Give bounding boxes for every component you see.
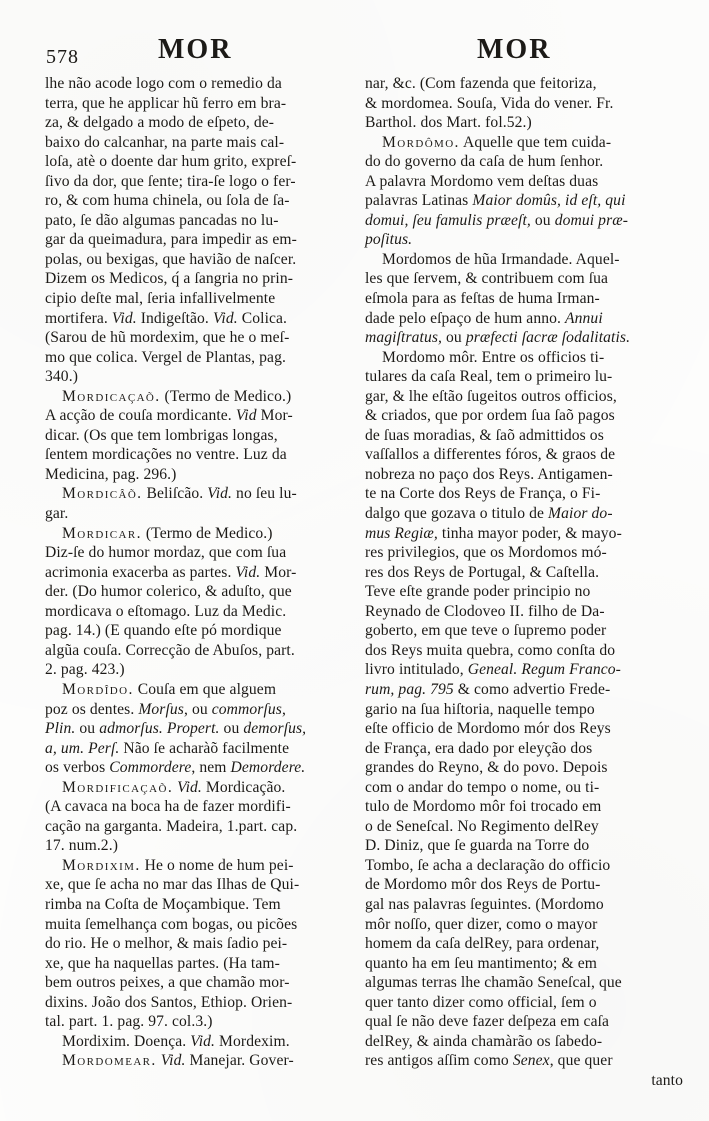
text-line — [365, 289, 687, 309]
text-run: pag. 14.) (E quando eſte pó mordique — [45, 622, 282, 640]
text-line — [365, 74, 687, 94]
text-line — [45, 739, 357, 759]
text-run: eſmola para as feſtas de huma Irman- — [365, 290, 600, 308]
text-line — [45, 211, 357, 231]
text-run: a, um. Perſ. — [45, 739, 120, 757]
text-run: cação na garganta. Madeira, 1.part. cap. — [45, 817, 298, 835]
text-run: quer tanto dizer como official, ſem o — [365, 993, 597, 1011]
text-line — [365, 1051, 687, 1071]
text-line — [45, 934, 357, 954]
text-run: Vid. — [235, 563, 261, 581]
text-line — [45, 797, 357, 817]
text-line — [365, 1032, 687, 1052]
text-run: 340.) — [45, 368, 78, 386]
text-line — [45, 915, 357, 935]
text-run: gar, & lhe eſtão ſugeitos outros officios, — [365, 387, 617, 405]
text-run: dalgo que gozava o titulo de — [365, 505, 549, 523]
text-line — [45, 465, 357, 485]
text-run: Senex — [512, 1052, 550, 1070]
text-line — [45, 836, 357, 856]
text-line — [365, 778, 687, 798]
text-line — [365, 504, 687, 524]
text-line — [45, 719, 357, 739]
text-run: res antigos aſſim como — [365, 1052, 513, 1070]
text-line — [45, 113, 357, 133]
text-line — [45, 758, 357, 778]
text-run: Não ſe acharàõ facilmente — [119, 739, 290, 757]
text-run: (Sarou de hũ mordexim, que he o meſ- — [45, 329, 290, 347]
text-run: Beliſcão. — [142, 485, 208, 503]
text-run: vaſſallos a differentes fóros, & graos de — [365, 446, 616, 464]
text-line — [365, 758, 687, 778]
text-run: magiſtratus, — [365, 329, 443, 347]
text-line — [45, 133, 357, 153]
text-line — [365, 172, 687, 192]
entry-headword: Mordificaçaõ. — [62, 778, 174, 796]
entry-headword: Mordomear. — [62, 1052, 157, 1070]
text-run: acrimonia exacerba as partes. — [45, 563, 236, 581]
text-line — [45, 230, 357, 250]
text-run: Mordicação. — [201, 778, 286, 796]
text-line — [45, 582, 357, 602]
text-run: xe, que ha naquellas partes. (Ha tam- — [45, 954, 280, 972]
text-line — [365, 484, 687, 504]
text-line — [365, 915, 687, 935]
text-run: Teve eſte grande poder principio no — [365, 583, 591, 601]
text-run: quanto ha em ſeu mantimento; & em — [365, 954, 597, 972]
page-number: 578 — [46, 46, 79, 68]
text-line — [45, 543, 357, 563]
text-run: Vid. — [111, 309, 137, 327]
text-line — [45, 856, 357, 876]
text-run: gario na ſua hiſtoria, naquelle tempo — [365, 700, 595, 718]
text-run: tulo de Mordomo môr foi trocado em — [365, 798, 602, 816]
text-line — [45, 954, 357, 974]
text-line — [365, 954, 687, 974]
text-line — [45, 387, 357, 407]
text-run: muita ſemelhança com bogas, ou picões — [45, 915, 298, 933]
text-line — [365, 445, 687, 465]
text-run: Aquelle que tem cuida- — [459, 133, 612, 151]
text-run: poſitus. — [365, 231, 413, 249]
text-line — [45, 641, 357, 661]
text-line — [45, 328, 357, 348]
text-run: Vid. — [190, 1032, 216, 1050]
text-line — [365, 94, 687, 114]
text-line — [365, 563, 687, 583]
text-run: grandes do Reyno, & do povo. Depois — [365, 759, 608, 777]
text-line — [45, 524, 357, 544]
text-run: mo que colica. Vergel de Plantas, pag. — [45, 348, 286, 366]
text-run: Commordere — [109, 759, 192, 777]
text-line — [365, 543, 687, 563]
text-line — [45, 817, 357, 837]
text-run: o de Seneſcal. No Regimento delRey — [365, 817, 599, 835]
text-run: dos Reys muita quebra, como conſta do — [365, 641, 616, 659]
text-line — [45, 94, 357, 114]
text-run: demorſus, — [243, 720, 307, 738]
text-run: no ſeu lu- — [232, 485, 297, 503]
text-columns — [45, 74, 687, 1090]
column-left — [45, 74, 357, 1090]
text-line — [45, 895, 357, 915]
text-line — [365, 524, 687, 544]
text-line — [45, 1012, 357, 1032]
text-run: ſivo da dor, que ſente; tira-ſe logo o fer- — [45, 172, 296, 190]
text-run: za, & delgado a modo de eſpeto, de- — [45, 114, 275, 132]
text-line — [365, 309, 687, 329]
text-run: præfecti ſacræ ſodalitatis. — [465, 329, 631, 347]
text-run: poz os dentes. — [45, 700, 139, 718]
text-line — [45, 367, 357, 387]
text-run: môr noſſo, quer dizer, como o mayor — [365, 915, 598, 933]
text-line — [45, 191, 357, 211]
text-line — [365, 348, 687, 368]
text-line — [365, 875, 687, 895]
text-run: Morſus — [138, 700, 184, 718]
text-run: A palavra Mordomo vem deſtas duas — [365, 172, 599, 190]
text-run: Mordomo môr. Entre os officios ti- — [382, 348, 605, 366]
text-run: gal nas palavras ſeguintes. (Mordomo — [365, 895, 604, 913]
text-run: , — [281, 700, 286, 718]
text-run: algumas terras lhe chamão Seneſcal, que — [365, 974, 622, 992]
text-line — [365, 797, 687, 817]
text-run: mus Regiæ, — [365, 524, 438, 542]
text-line — [365, 934, 687, 954]
text-line — [45, 152, 357, 172]
text-run: D. Diniz, que ſe guarda na Torre do — [365, 837, 590, 855]
text-line — [365, 406, 687, 426]
text-run: Maior domûs, id eſt, qui — [472, 192, 626, 210]
text-run: tal. part. 1. pag. 97. col.3.) — [45, 1013, 213, 1031]
text-line — [45, 426, 357, 446]
running-title-right: MOR — [477, 34, 552, 65]
text-run: terra, que he applicar hũ ferro em bra- — [45, 94, 287, 112]
entry-headword: Mordîdo. — [62, 680, 134, 698]
text-run: baixo do calcanhar, na parte mais cal- — [45, 133, 285, 151]
text-run: do do governo da caſa de hum ſenhor. — [365, 153, 604, 171]
text-line — [365, 426, 687, 446]
text-line — [365, 152, 687, 172]
text-line — [365, 582, 687, 602]
text-run: tanto — [651, 1071, 683, 1089]
text-run: & como advertio Frede- — [453, 680, 611, 698]
text-run: nar, &c. (Com fazenda que feitoriza, — [365, 75, 597, 92]
text-run: Plin. — [45, 720, 76, 738]
text-line — [45, 504, 357, 524]
text-run: livro intitulado, — [365, 661, 468, 679]
text-line — [365, 367, 687, 387]
text-line — [365, 328, 687, 348]
text-run: tinha mayor poder, & mayo- — [437, 524, 622, 542]
text-run: Dizem os Medicos, q́ a ſangria no prin- — [45, 270, 294, 288]
text-run: Indigeſtão. — [136, 309, 213, 327]
text-run: bem outros peixes, a que chamão mor- — [45, 974, 290, 992]
text-run: Vid. — [207, 485, 233, 503]
text-line — [45, 172, 357, 192]
text-run: algũa couſa. Correcção de Abuſos, part. — [45, 641, 295, 659]
text-run: Mor- — [256, 407, 293, 425]
text-run: dixins. João dos Santos, Ethiop. Orien- — [45, 993, 293, 1011]
text-run: gar da queimadura, para impedir as em- — [45, 231, 297, 249]
text-run: eſte officio de Mordomo mór dos Reys — [365, 720, 611, 738]
text-run: dade pelo eſpaço de hum anno. — [365, 309, 566, 327]
text-run: ou — [442, 329, 466, 347]
text-line — [365, 993, 687, 1013]
text-run: gar. — [45, 505, 69, 523]
text-line — [45, 484, 357, 504]
text-run: 17. num.2.) — [45, 837, 119, 855]
text-run: He o nome de hum pei- — [140, 856, 294, 874]
text-run: , nem — [191, 759, 231, 777]
text-line — [365, 973, 687, 993]
text-line — [365, 230, 687, 250]
text-run: Mor- — [260, 563, 297, 581]
text-run: polas, ou bexigas, que havião de naſcer. — [45, 250, 297, 268]
text-line — [45, 406, 357, 426]
text-run: Maior do- — [548, 505, 613, 523]
text-run: Mordixim. Doença. — [62, 1032, 191, 1050]
text-run: res dos Reys de Portugal, & Caſtella. — [365, 563, 600, 581]
text-run: lhe não acode logo com o remedio da — [45, 75, 282, 92]
text-run: tulares da caſa Real, tem o primeiro lu- — [365, 368, 613, 386]
text-line — [365, 1012, 687, 1032]
text-line — [45, 680, 357, 700]
text-run: loſa, atè o doente dar hum grito, expreſ- — [45, 153, 297, 171]
text-line — [45, 993, 357, 1013]
text-line — [45, 563, 357, 583]
text-run: A acção de couſa mordicante. — [45, 407, 236, 425]
text-run: Vid. — [160, 1052, 186, 1070]
text-line — [365, 700, 687, 720]
text-run: de ſuas moradias, & ſaõ admittidos os — [365, 426, 604, 444]
text-line — [365, 660, 687, 680]
text-line — [45, 660, 357, 680]
text-line — [45, 445, 357, 465]
text-run: Mordexim. — [215, 1032, 290, 1050]
text-run: palavras Latinas — [365, 192, 473, 210]
text-line — [365, 250, 687, 270]
text-run: qual ſe não deve fazer deſpeza em caſa — [365, 1013, 610, 1031]
text-run: Vid. — [177, 778, 202, 796]
text-run: admorſus. Propert. — [99, 720, 220, 738]
text-run: Couſa em que alguem — [133, 680, 277, 698]
text-run: (A cavaca na boca ha de fazer mordifi- — [45, 798, 291, 816]
text-run: mordicava o eſtomago. Luz da Medic. — [45, 602, 287, 620]
text-run: Diz-ſe do humor mordaz, que com ſua — [45, 544, 287, 562]
text-line — [45, 289, 357, 309]
text-line — [365, 836, 687, 856]
text-run: cipio deſte mal, ſeria infallivelmente — [45, 290, 276, 308]
text-run: , ou — [183, 700, 212, 718]
text-run: ou — [219, 720, 244, 738]
text-line — [45, 250, 357, 270]
entry-headword: Mordicar. — [62, 524, 142, 542]
text-run: pato, ſe dão algumas pancadas no lu- — [45, 211, 279, 229]
text-run: (Termo de Medico.) — [160, 387, 292, 405]
text-run: Manejar. Gover- — [185, 1052, 294, 1070]
text-run: Geneal. Regum Franco- — [467, 661, 621, 679]
text-line — [365, 739, 687, 759]
text-run: Tombo, ſe acha a declaração do officio — [365, 856, 611, 874]
text-run: nobreza no paço dos Reys. Antigamen- — [365, 465, 613, 483]
text-line — [45, 309, 357, 329]
text-run: domui præ- — [554, 211, 629, 229]
text-line — [45, 602, 357, 622]
text-run: Vid — [235, 407, 257, 425]
column-right — [365, 74, 687, 1090]
text-line — [365, 269, 687, 289]
text-line — [365, 641, 687, 661]
text-run: & mordomea. Souſa, Vida do vener. Fr. — [365, 94, 614, 112]
text-run: Medicina, pag. 296.) — [45, 465, 177, 483]
text-run: do rio. He o melhor, & mais ſadio pei- — [45, 935, 288, 953]
text-line — [45, 778, 357, 798]
text-run: ſentem mordicações no ventre. Luz da — [45, 446, 287, 464]
text-line — [365, 133, 687, 153]
text-run: (Termo de Medico.) — [141, 524, 273, 542]
text-line — [45, 269, 357, 289]
text-run: ou — [75, 720, 100, 738]
text-run: les que ſervem, & contribuem com ſua — [365, 270, 609, 288]
text-line — [365, 602, 687, 622]
text-run: ou — [530, 211, 555, 229]
text-line — [365, 113, 687, 133]
text-run: Reynado de Clodoveo II. filho de Da- — [365, 602, 605, 620]
text-run: mortifera. — [45, 309, 112, 327]
text-run: Colica. — [237, 309, 288, 327]
text-line — [365, 387, 687, 407]
text-run: Mordomos de hũa Irmandade. Aquel- — [382, 250, 620, 268]
text-line — [45, 1032, 357, 1052]
text-run: res privilegios, que os Mordomos mó- — [365, 544, 607, 562]
text-run: Vid. — [212, 309, 238, 327]
text-line — [365, 465, 687, 485]
text-line — [45, 700, 357, 720]
text-run: Barthol. dos Mart. fol.52.) — [365, 114, 532, 132]
text-line — [365, 719, 687, 739]
entry-headword: Mordicâõ. — [62, 485, 143, 503]
text-run: os verbos — [45, 759, 110, 777]
text-line — [365, 680, 687, 700]
text-line — [365, 895, 687, 915]
text-line — [45, 74, 357, 94]
text-run: te na Corte dos Reys de França, o Fi- — [365, 485, 601, 503]
text-line — [45, 875, 357, 895]
running-title-left: MOR — [158, 34, 233, 65]
text-run: der. (Do humor colerico, & aduſto, que — [45, 583, 292, 601]
text-line — [365, 856, 687, 876]
text-line — [45, 973, 357, 993]
entry-headword: Mordicaçaõ. — [62, 387, 161, 405]
text-line — [45, 621, 357, 641]
text-run: , que quer — [549, 1052, 613, 1070]
text-run: rum, pag. 795 — [365, 680, 454, 698]
text-run: homem da caſa delRey, para ordenar, — [365, 935, 600, 953]
text-line — [365, 621, 687, 641]
entry-headword: Mordixim. — [62, 856, 141, 874]
text-run: 2. pag. 423.) — [45, 661, 125, 679]
text-run: & criados, que por ordem ſua ſaõ pagos — [365, 407, 615, 425]
entry-headword: Mordômo. — [382, 133, 460, 151]
text-run: delRey, & ainda chamàrão os ſabedo- — [365, 1032, 603, 1050]
text-run: ro, & com huma chinela, ou ſola de ſa- — [45, 192, 290, 210]
text-run: Annui — [565, 309, 603, 327]
text-run: dicar. (Os que tem lombrigas longas, — [45, 426, 278, 444]
text-run: de França, era dado por eleyção dos — [365, 739, 593, 757]
text-run: rimba na Coſta de Moçambique. Tem — [45, 895, 281, 913]
text-run: goberto, em que teve o ſupremo poder — [365, 622, 607, 640]
text-run: xe, que ſe acha no mar das Ilhas de Qui- — [45, 876, 300, 894]
text-run: com o andar do tempo o nome, ou ti- — [365, 778, 600, 796]
text-run: de Mordomo môr dos Reys de Portu- — [365, 876, 601, 894]
text-line — [45, 1051, 357, 1071]
text-run: domui, ſeu famulis præeſt, — [365, 211, 531, 229]
text-run: Demordere. — [230, 759, 306, 777]
catchword — [365, 1071, 687, 1091]
text-line — [365, 817, 687, 837]
text-line — [365, 211, 687, 231]
text-line — [45, 348, 357, 368]
text-line — [365, 191, 687, 211]
text-run: commorſus — [211, 700, 282, 718]
